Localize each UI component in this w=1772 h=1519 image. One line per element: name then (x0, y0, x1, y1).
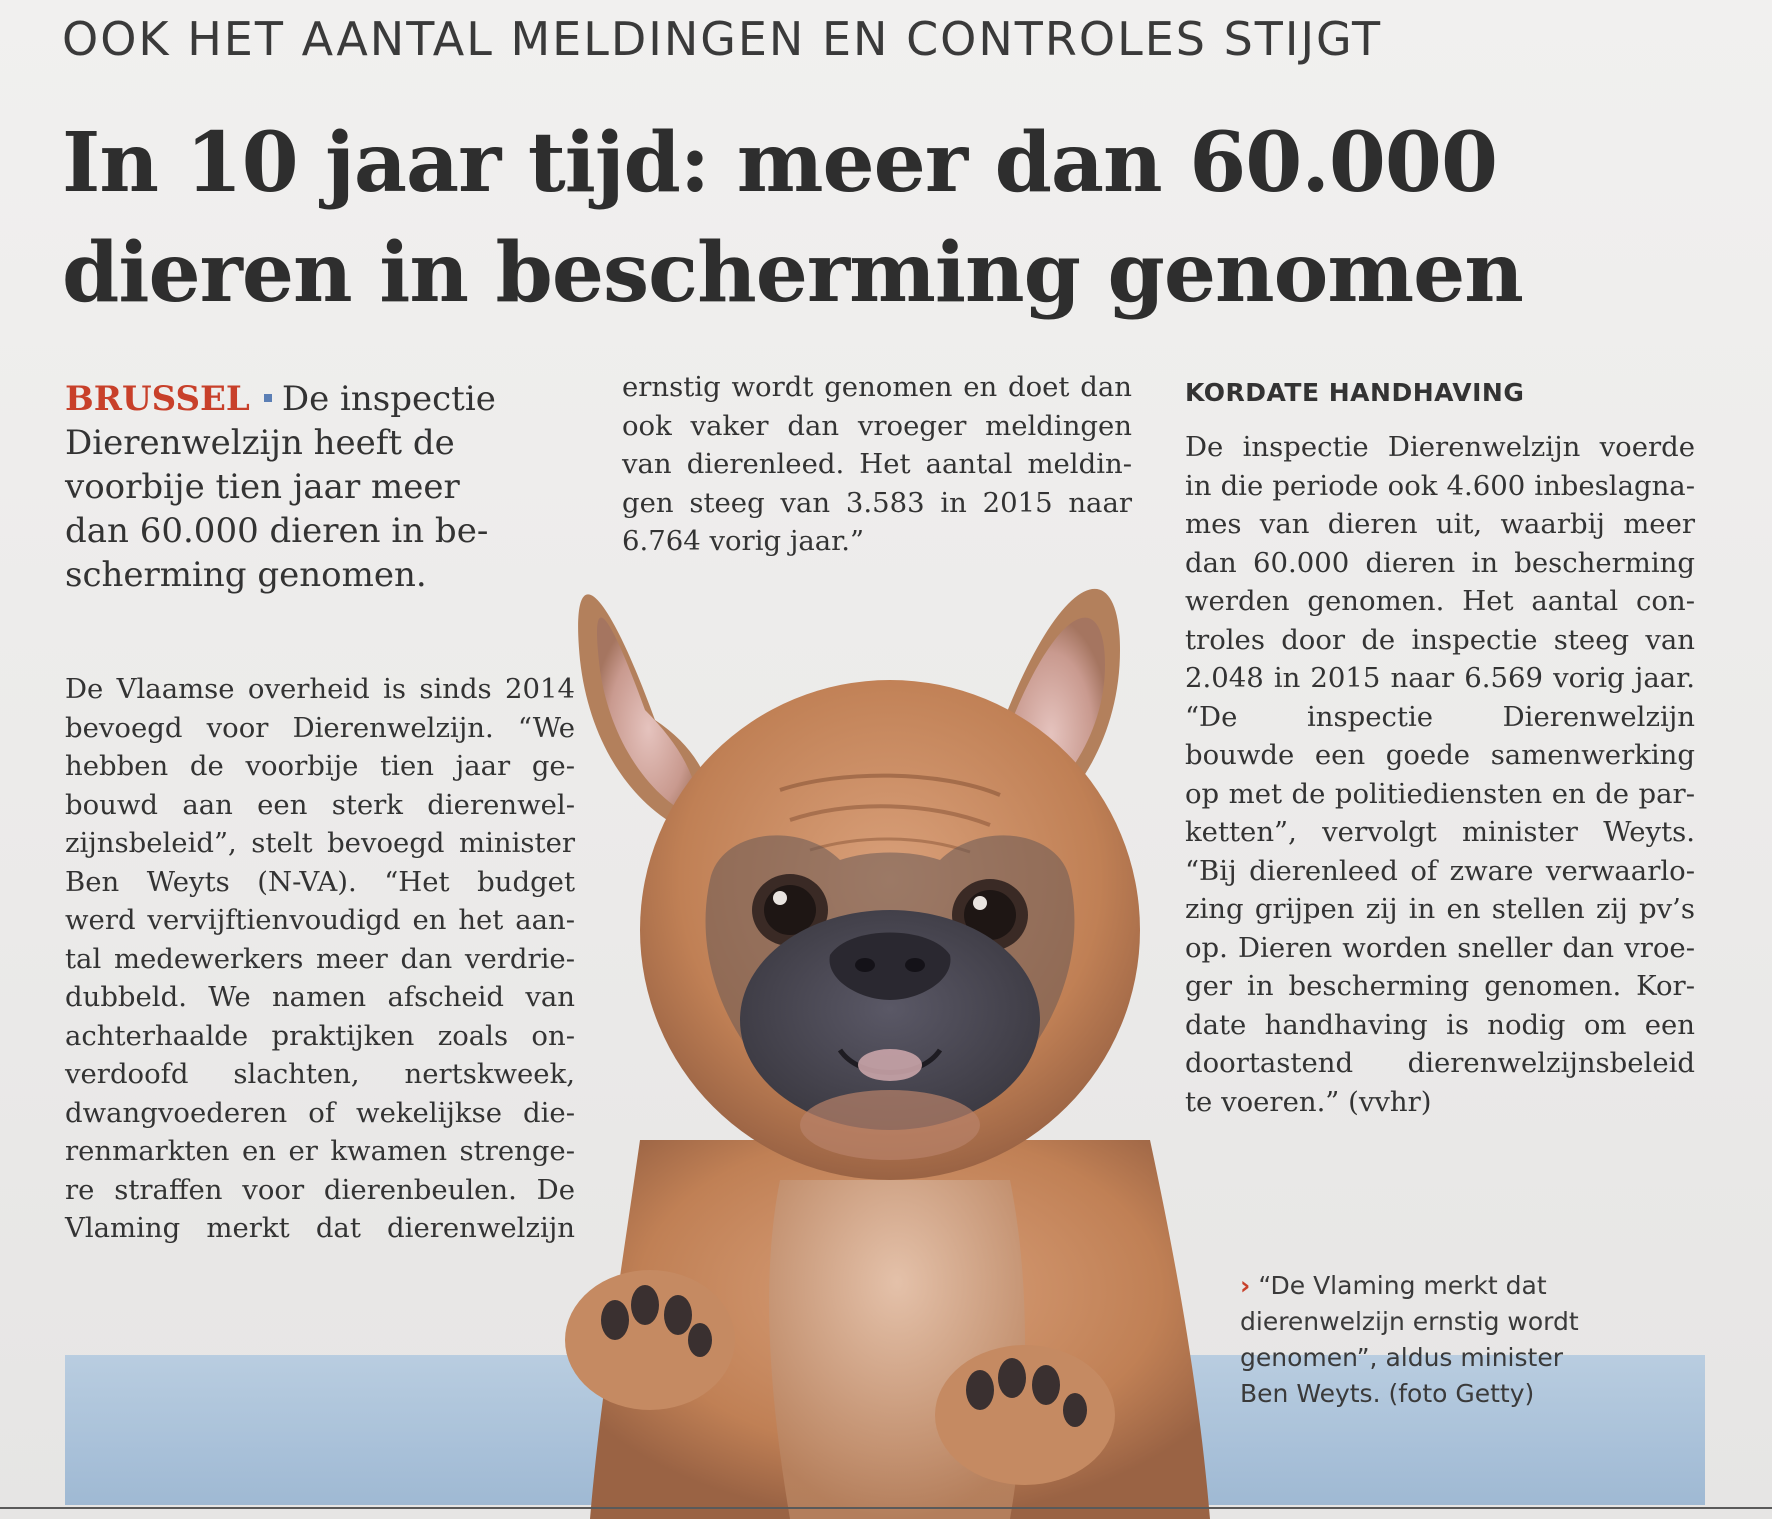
text-line: werd vervijftienvoudigd en het aan- (65, 904, 575, 936)
kicker: OOK HET AANTAL MELDINGEN EN CONTROLES STIJGT (62, 12, 1383, 66)
text-line: tal medewerkers meer dan verdrie- (65, 942, 575, 975)
bottom-rule (0, 1507, 1772, 1509)
dateline: BRUSSEL (65, 379, 250, 419)
caption-line: genomen”, aldus minister (1240, 1343, 1563, 1372)
text-line: ketten”, vervolgt minister Weyts. (1185, 816, 1695, 848)
text-line: renmarkten en er kwamen strenge- (65, 1135, 575, 1167)
lead-line (65, 377, 565, 421)
headline (62, 108, 1722, 328)
text-line: gen steeg van 3.583 in 2015 naar (622, 486, 1132, 519)
right-paw (935, 1345, 1115, 1485)
lead-line: voorbije tien jaar meer (65, 467, 460, 507)
text-line: van dierenleed. Het aantal meldin- (622, 448, 1132, 480)
photo-caption (1240, 1268, 1660, 1412)
article-column-2 (622, 368, 1132, 561)
text-line: ook vaker dan vroeger meldingen (622, 409, 1132, 442)
text-line: bouwde een goede samenwerking (1185, 739, 1695, 771)
bullet-square-icon (264, 394, 272, 402)
text-line: doortastend dierenwelzijnsbeleid (1185, 1047, 1695, 1079)
article-column-3 (1185, 428, 1695, 1121)
text-line: ernstig wordt genomen en doet dan (622, 371, 1132, 403)
text-line: hebben de voorbije tien jaar ge- (65, 750, 575, 782)
text-line: “Bij dierenleed of zware verwaarlo- (1185, 854, 1695, 887)
text-line: zijnsbeleid”, stelt bevoegd minister (65, 827, 575, 859)
dog-tongue (858, 1049, 922, 1081)
caption-line (1240, 1268, 1660, 1304)
text-line: dubbeld. We namen afscheid van (65, 981, 575, 1013)
text-line: op. Dieren worden sneller dan vroe- (1185, 931, 1695, 964)
text-line: 6.764 vorig jaar.” (622, 525, 865, 557)
headline-line-1: In 10 jaar tijd: meer dan 60.000 (62, 115, 1498, 211)
text-line: troles door de inspectie steeg van (1185, 623, 1695, 656)
text-line: verdoofd slachten, nertskweek, (65, 1058, 575, 1090)
text-line: in die periode ook 4.600 inbeslagna- (1185, 469, 1695, 502)
text-line: bouwd aan een sterk dierenwel- (65, 788, 575, 821)
lead-text: De inspectie (281, 379, 496, 419)
text-line: Vlaming merkt dat dierenwelzijn (65, 1212, 575, 1244)
article-column-1 (65, 670, 575, 1248)
left-paw (565, 1270, 735, 1410)
text-line: date handhaving is nodig om een (1185, 1008, 1695, 1041)
text-line: re straffen voor dierenbeulen. De (65, 1173, 575, 1206)
dog-photo (560, 580, 1240, 1519)
lead-paragraph (65, 377, 565, 597)
subheading: KORDATE HANDHAVING (1185, 378, 1525, 407)
text-line: “De inspectie Dierenwelzijn (1185, 700, 1695, 733)
text-line: achterhaalde praktijken zoals on- (65, 1019, 575, 1052)
caption-line: Ben Weyts. (foto Getty) (1240, 1379, 1535, 1408)
text-line: zing grijpen zij in en stellen zij pv’s (1185, 893, 1695, 925)
text-line: werden genomen. Het aantal con- (1185, 585, 1695, 617)
text-line: dwangvoederen of wekelijkse die- (65, 1096, 575, 1129)
headline-line-2: dieren in bescherming genomen (62, 225, 1523, 321)
chevron-right-icon: › (1240, 1271, 1251, 1300)
text-line: mes van dieren uit, waarbij meer (1185, 508, 1695, 540)
text-line: op met de politiediensten en de par- (1185, 777, 1695, 810)
caption-line: dierenwelzijn ernstig wordt (1240, 1307, 1579, 1336)
lead-line: scherming genomen. (65, 555, 427, 595)
caption-text: “De Vlaming merkt dat (1258, 1271, 1547, 1300)
text-line: ger in bescherming genomen. Kor- (1185, 970, 1695, 1002)
text-line: Ben Weyts (N-VA). “Het budget (65, 865, 575, 898)
lead-line: dan 60.000 dieren in be- (65, 511, 489, 551)
text-line: 2.048 in 2015 naar 6.569 vorig jaar. (1185, 662, 1695, 694)
text-line: dan 60.000 dieren in bescherming (1185, 546, 1695, 579)
text-line: te voeren.” (vvhr) (1185, 1085, 1432, 1118)
text-line: De Vlaamse overheid is sinds 2014 (65, 673, 575, 705)
lead-line: Dierenwelzijn heeft de (65, 423, 455, 463)
text-line: bevoegd voor Dierenwelzijn. “We (65, 711, 575, 744)
text-line: De inspectie Dierenwelzijn voerde (1185, 431, 1695, 463)
